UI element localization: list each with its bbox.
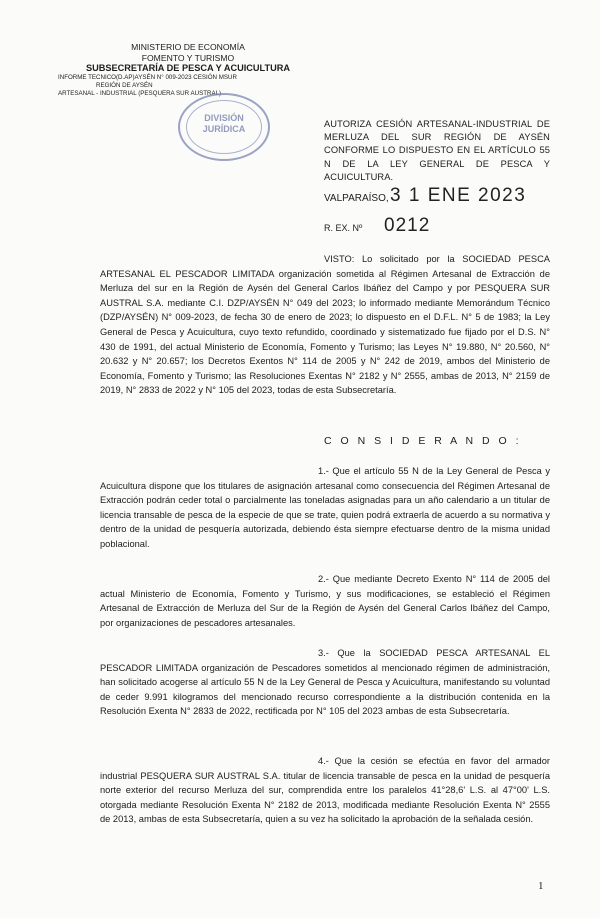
division-juridica-seal — [178, 93, 270, 161]
resolution-number-label: R. EX. Nº — [324, 223, 363, 233]
seal-text-line2: JURÍDICA — [202, 124, 246, 134]
considerando-paragraph-3: 3.- Que la SOCIEDAD PESCA ARTESANAL EL PESCADOR LIMITADA organización de Pescadores sometidos al mencionado régimen de administración, han solicitado acogerse al artículo 55 N de la Ley General de Pesca y Acuicultura, manifestando su voluntad de ceder 9.991 kilogramos del mencionado recurso correspondiente a la distribución contenida en la Resolución Exenta N° 2833 de 2022, rectificada por N° 105 del 2023 ambas de esta Subsecretaría. — [100, 648, 550, 717]
resolution-number: 0212 — [384, 215, 431, 236]
seal-text-line1: DIVISIÓN — [204, 113, 244, 123]
letterhead — [58, 42, 318, 98]
considerando-heading: C O N S I D E R A N D O : — [324, 435, 522, 447]
ministry-name: MINISTERIO DE ECONOMÍA — [131, 42, 245, 52]
type-reference: ARTESANAL - INDUSTRIAL (PESQUERA SUR AUSTRAL) — [58, 90, 222, 98]
region-reference: REGIÓN DE AYSÉN — [96, 81, 153, 89]
considerando-paragraph-4: 4.- Que la cesión se efectúa en favor del armador industrial PESQUERA SUR AUSTRAL S.A. titular de licencia transable de pesca en la unidad de pesquería norte exterior del recurso Merluza del sur, comprendida entre los paralelos 41°28,6' L.S. al 47°00' L.S. otorgada mediante Resolución Exenta N° 2182 de 2013, modificada mediante Resolución Exenta N° 2555 de 2013, ambas de esta Subsecretaría, quien a su vez ha solicitado la aprobación de la señalada cesión. — [100, 756, 550, 825]
page-number: 1 — [538, 880, 544, 892]
considerando-paragraph-1: 1.- Que el artículo 55 N de la Ley General de Pesca y Acuicultura dispone que los titulares de asignación artesanal como consecuencia del Régimen Artesanal de Extracción podrán ceder total o parcialmente las toneladas asignadas para un año calendario a un titular de licencia transable de pesca de la especie de que se trate, quien podrá extraerla de acuerdo a su normativa y dentro de la unidad de pesquería autorizada, debiendo ésta siempre efectuarse dentro de la misma unidad poblacional. — [100, 466, 550, 549]
date-stamp: 3 1 ENE 2023 — [390, 185, 527, 206]
ministry-subname: FOMENTO Y TURISMO — [141, 52, 235, 63]
report-reference: INFORME TECNICO(D.AP)AYSÉN N° 009-2023 CESIÓN MSUR — [58, 73, 237, 81]
resolution-title: AUTORIZA CESIÓN ARTESANAL-INDUSTRIAL DE MERLUZA DEL SUR REGIÓN DE AYSÉN CONFORME LO DISPUESTO EN EL ARTÍCULO 55 N DE LA LEY GENERAL DE PESCA Y ACUICULTURA. — [324, 119, 550, 182]
place-label: VALPARAÍSO, — [324, 193, 389, 204]
considerando-paragraph-2: 2.- Que mediante Decreto Exento N° 114 de 2005 del actual Ministerio de Economía, Fomento y Turismo, y sus modificaciones, se estableció el Régimen Artesanal de Extracción de Merluza del Sur de la Región de Aysén del General Carlos Ibáñez del Campo, por organizaciones de pescadores artesanales. — [100, 574, 550, 628]
subsecretariat-name: SUBSECRETARÍA DE PESCA Y ACUICULTURA — [85, 63, 290, 74]
visto-paragraph: VISTO: Lo solicitado por la SOCIEDAD PESCA ARTESANAL EL PESCADOR LIMITADA organización sometida al Régimen Artesanal de Extracción de Merluza del sur en la Región de Aysén del General Carlos Ibáñez del Campo y por PESQUERA SUR AUSTRAL S.A. mediante C.I. DZP/AYSÉN N° 049 del 2023; lo informado mediante Memorándum Técnico (DZP/AYSÉN) N° 009-2023, de fecha 30 de enero de 2023; lo dispuesto en el D.F.L. N° 5 de 1983; la Ley General de Pesca y Acuicultura, cuyo texto refundido, coordinado y sistematizado fue fijado por el D.S. N° 430 de 1991, del actual Ministerio de Economía, Fomento y Turismo; las Leyes N° 19.880, N° 20.560, N° 20.632 y N° 20.657; los Decretos Exentos N° 114 de 2005 y N° 242 de 2019, ambos del Ministerio de Economía, Fomento y Turismo; las Resoluciones Exentas N° 2182 y N° 2555, ambas de 2013, N° 2159 de 2019, N° 2833 de 2022 y N° 105 del 2023, todas de esta Subsecretaría. — [100, 254, 550, 396]
